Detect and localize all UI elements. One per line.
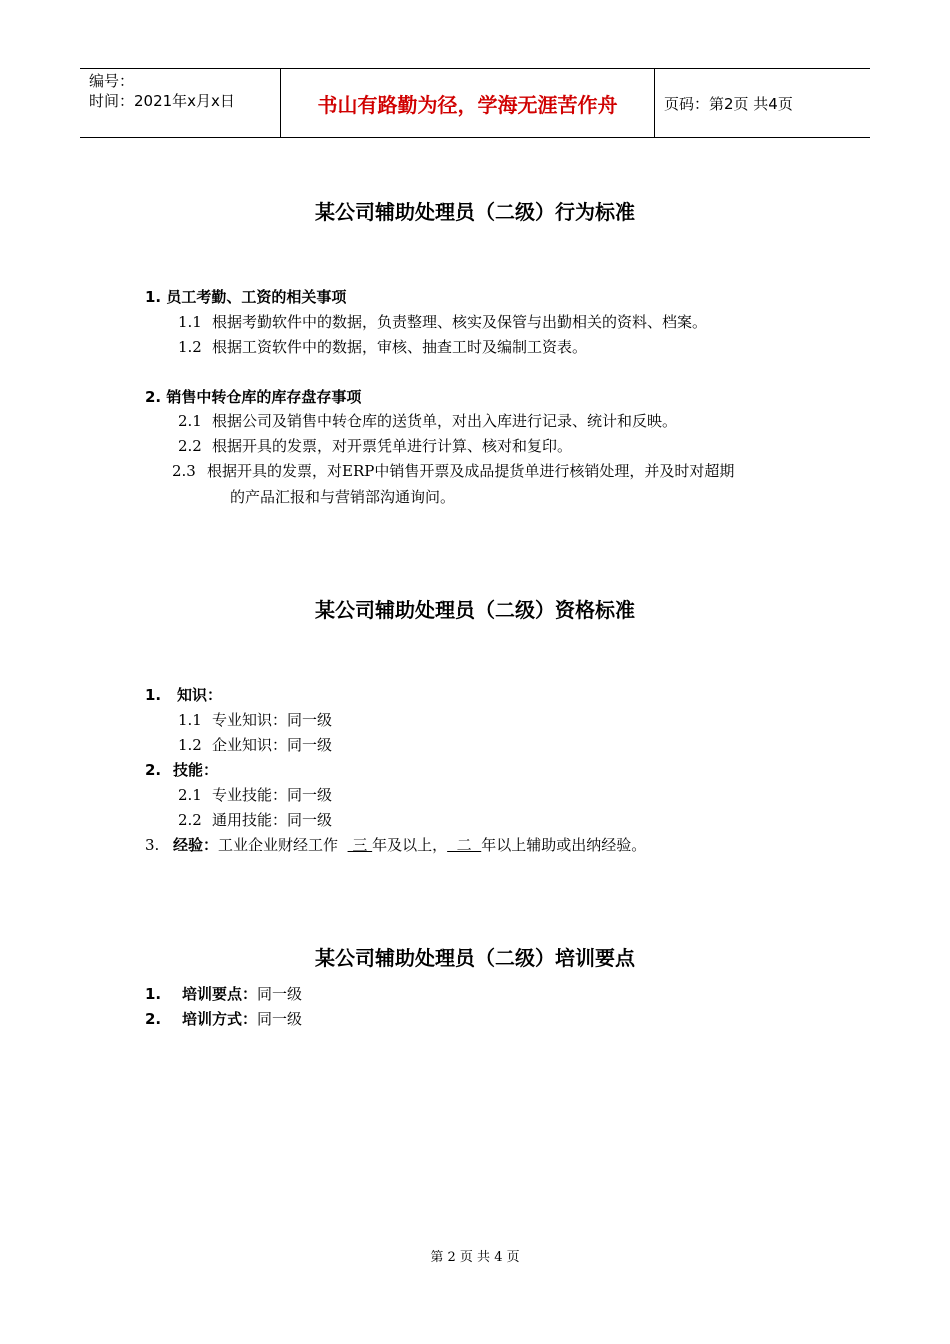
qualification-item-2 [145,759,218,780]
behavior-item-2-2 [178,435,572,456]
header-page-label: 页码：第2页 共4页 [664,94,793,113]
item-text: 根据开具的发票，对开票凭单进行计算、核对和复印。 [212,437,573,455]
qualification-item-2-2 [178,809,332,830]
item-text: 根据开具的发票，对ERP中销售开票及成品提货单进行核销处理，并及时对超期 [207,462,735,480]
item-number: 2.2 [178,811,202,829]
item-number: 1.2 [178,338,202,356]
item-text: 根据工资软件中的数据，审核、抽查工时及编制工资表。 [212,338,588,356]
item-text: 根据考勤软件中的数据，负责整理、核实及保管与出勤相关的资料、档案。 [212,313,708,331]
item-number: 2. [145,1010,162,1028]
behavior-item-2-3 [172,460,734,481]
behavior-title: 某公司辅助处理员（二级）行为标准 [315,200,635,224]
item-number: 2.1 [178,786,202,804]
item-number: 2. [145,388,162,406]
behavior-item-2-3-continued: 的产品汇报和与营销部沟通询问。 [230,488,456,506]
item-number: 2.3 [172,462,196,480]
item-number: 2.2 [178,437,202,455]
item-number: 1. [145,686,162,704]
qualification-title: 某公司辅助处理员（二级）资格标准 [315,598,635,622]
item-text: 同一级 [257,985,303,1003]
item-number: 1.2 [178,736,202,754]
item-heading: 知识： [177,686,223,704]
item-heading: 技能： [173,761,219,779]
years-blank-2: 二 [447,836,482,854]
item-text: 专业技能：同一级 [212,786,333,804]
item-number: 3. [145,836,160,854]
item-text: 同一级 [257,1010,303,1028]
page-footer: 第 2 页 共 4 页 [430,1250,520,1265]
header-meta [80,69,281,137]
item-heading: 经验： [173,836,219,854]
item-number: 1.1 [178,313,202,331]
behavior-item-1-2 [178,336,587,357]
behavior-item-2 [145,386,361,407]
item-number: 1. [145,985,162,1003]
item-text: 专业知识：同一级 [212,711,333,729]
item-number: 2. [145,761,162,779]
training-item-1 [145,983,302,1004]
item-text: 通用技能：同一级 [212,811,333,829]
item-text: 年及以上， [372,836,448,854]
item-text: 企业知识：同一级 [212,736,333,754]
behavior-item-2-1 [178,410,677,431]
qualification-item-1 [145,684,222,705]
item-text: 年以上辅助或出纳经验。 [481,836,647,854]
qualification-item-2-1 [178,784,332,805]
item-number: 2.1 [178,412,202,430]
item-heading: 销售中转仓库的库存盘存事项 [166,388,362,406]
qualification-item-1-2 [178,734,332,755]
qualification-item-3 [145,834,646,855]
behavior-item-1 [145,286,346,307]
time-label: 时间：2021年x月x日 [89,92,235,110]
code-label: 编号： [89,72,135,90]
item-heading: 培训方式： [182,1010,258,1028]
header-motto: 书山有路勤为径，学海无涯苦作舟 [281,69,655,137]
item-heading: 员工考勤、工资的相关事项 [166,288,347,306]
training-title: 某公司辅助处理员（二级）培训要点 [315,946,635,970]
item-text: 工业企业财经工作 [218,836,339,854]
years-blank-1: 三 [347,836,373,854]
page-header [80,68,870,138]
item-heading: 培训要点： [182,985,258,1003]
item-text: 根据公司及销售中转仓库的送货单，对出入库进行记录、统计和反映。 [212,412,678,430]
qualification-item-1-1 [178,709,332,730]
training-item-2 [145,1008,302,1029]
behavior-item-1-1 [178,311,707,332]
item-number: 1.1 [178,711,202,729]
item-number: 1. [145,288,162,306]
